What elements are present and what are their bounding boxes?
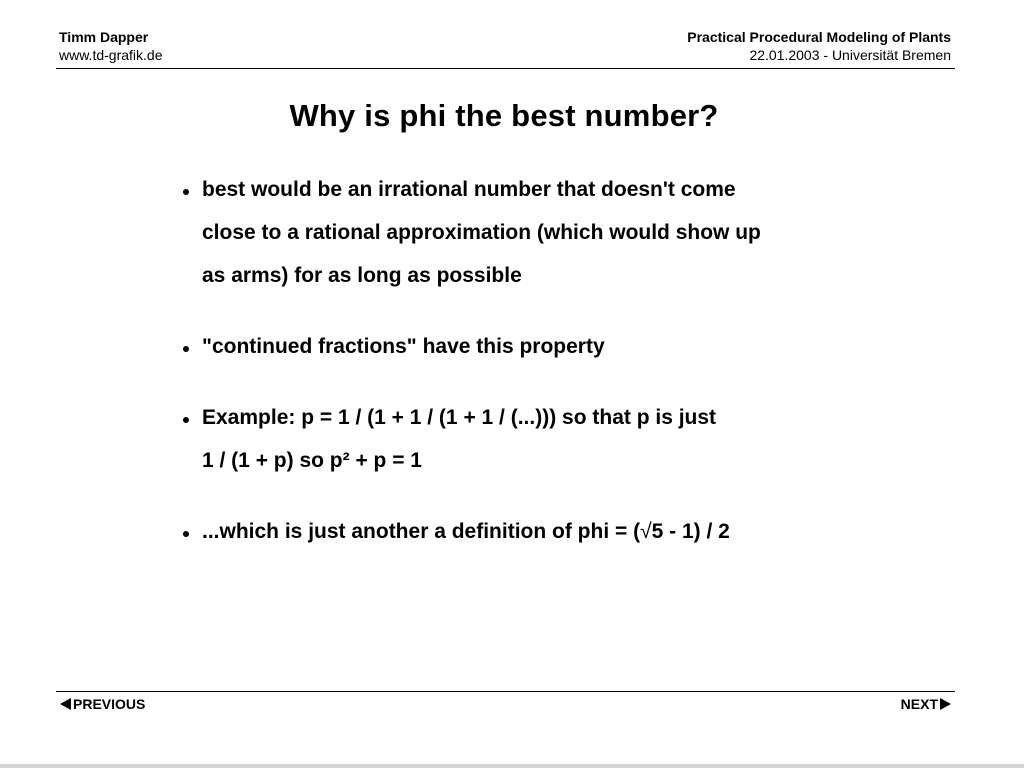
bullet-line: "continued fractions" have this property xyxy=(202,335,605,358)
phi-text-prefix: ...which is just another a definition of phi = ( xyxy=(202,520,641,543)
header-divider xyxy=(56,68,955,69)
bullet-line xyxy=(202,510,881,553)
phi-text-suffix: 5 - 1) / 2 xyxy=(651,520,730,543)
previous-label: PREVIOUS xyxy=(73,696,146,712)
footer-divider xyxy=(56,691,955,692)
next-label: NEXT xyxy=(900,696,938,712)
bullet-item-best-irrational xyxy=(181,168,881,297)
bullet-line: 1 / (1 + p) so p² + p = 1 xyxy=(202,449,422,472)
bullet-item-phi-definition xyxy=(181,510,881,553)
header-author-block xyxy=(59,28,162,64)
header-presentation-block xyxy=(687,28,951,64)
author-website: www.td-grafik.de xyxy=(59,47,163,63)
bullet-line: close to a rational approximation (which would show up xyxy=(202,221,761,244)
slide-title: Why is phi the best number? xyxy=(289,98,719,133)
bullet-item-example xyxy=(181,396,881,482)
bullet-line: best would be an irrational number that doesn't come xyxy=(202,178,736,201)
arrow-left-icon xyxy=(60,698,71,710)
bullet-item-continued-fractions xyxy=(181,325,881,368)
bullet-line: Example: p = 1 / (1 + 1 / (1 + 1 / (...))) so that p is just xyxy=(202,406,717,429)
square-root-icon: √ xyxy=(640,520,652,543)
author-name: Timm Dapper xyxy=(59,29,149,45)
next-button[interactable] xyxy=(901,696,951,712)
window-bottom-edge xyxy=(0,764,1024,768)
bullet-line: as arms) for as long as possible xyxy=(202,264,522,287)
bullet-list xyxy=(181,168,881,581)
presentation-title: Practical Procedural Modeling of Plants xyxy=(687,29,951,45)
arrow-right-icon xyxy=(940,698,951,710)
previous-button[interactable] xyxy=(60,696,145,712)
presentation-date-venue: 22.01.2003 - Universität Bremen xyxy=(749,47,951,63)
